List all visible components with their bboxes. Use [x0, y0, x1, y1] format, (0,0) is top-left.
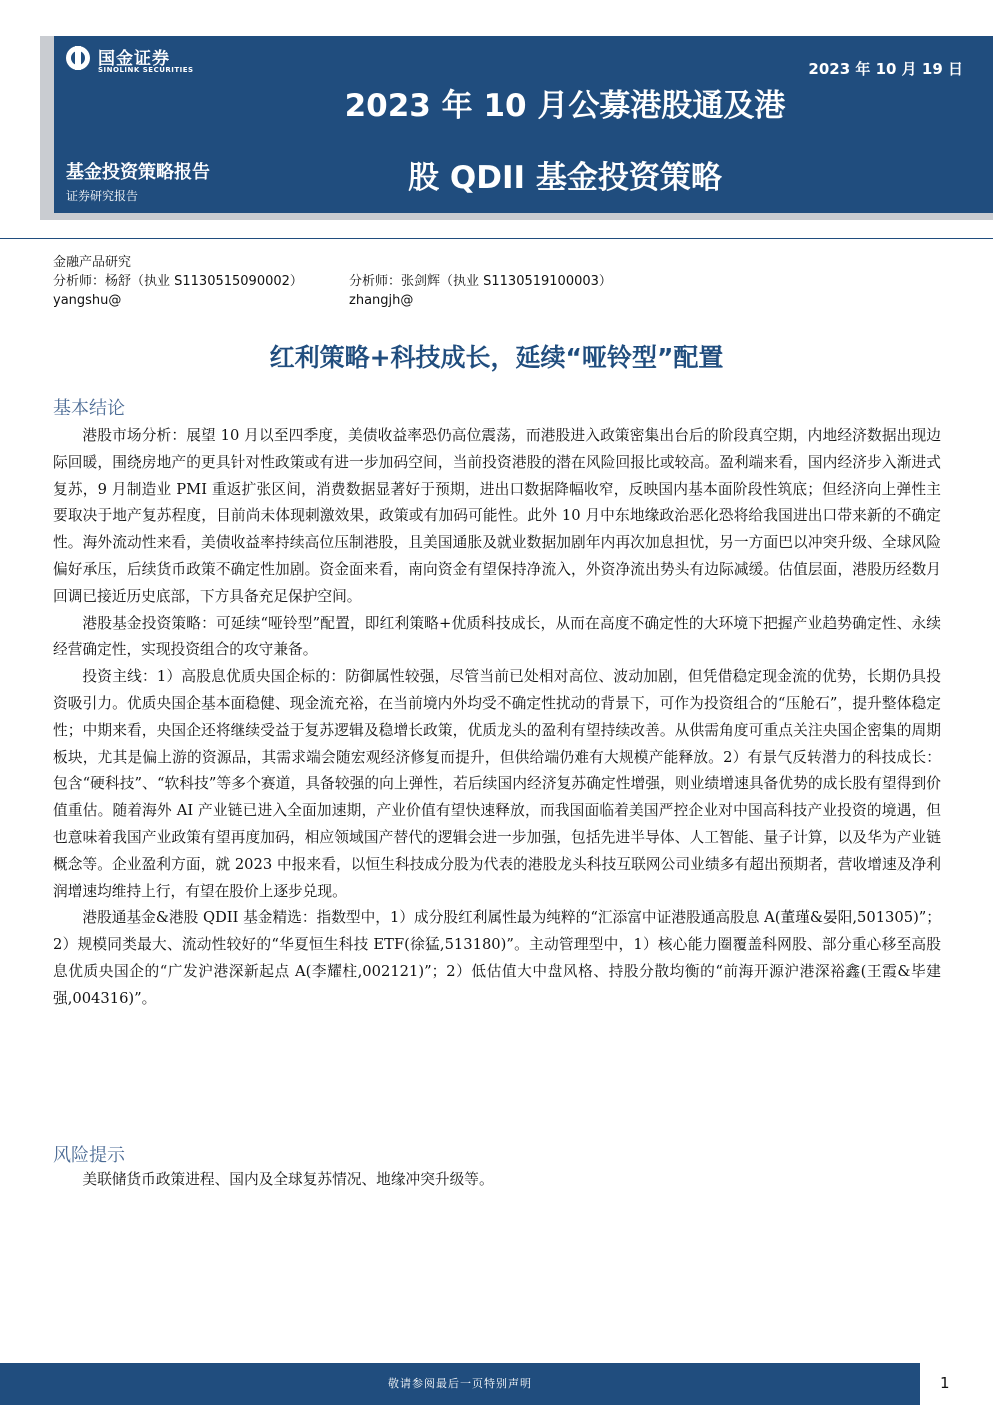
logo-english-name: SINOLINK SECURITIES [98, 66, 194, 74]
department-row [53, 253, 303, 272]
sinolink-logo [66, 44, 216, 76]
analyst-info [53, 253, 612, 310]
paragraph-fund-strategy: 港股基金投资策略：可延续“哑铃型”配置，即红利策略+优质科技成长，从而在高度不确定性的大环境下把握产业趋势确定性、永续经营确定性，实现投资组合的攻守兼备。 [53, 614, 941, 659]
page-number: 1 [940, 1374, 950, 1392]
report-date: 2023 年 10 月 19 日 [808, 60, 963, 78]
report-subtype: 证券研究报告 [66, 189, 139, 203]
report-title [260, 70, 870, 214]
analyst-1-email[interactable]: yangshu@ [53, 293, 122, 308]
paragraph-fund-picks: 港股通基金&港股 QDII 基金精选：指数型中，1）成分股红利属性最为纯粹的“汇添富中证港股通高股息 A(董瑾&晏阳,501305)”；2）规模同类最大、流动性较好的“华夏恒生科技 ETF(徐猛,513180)”。主动管理型中，1）核心能力圈覆盖科网股、部分重心移至高股息优质央国企的“广发沪港深新起点 A(李耀柱,002121)”；2）低估值大中盘风格、持股分散均衡的“前海开源沪港深裕鑫(王霞&毕建强,004316)”。 [53, 909, 941, 1007]
department-label: 金融产品研究 [53, 255, 132, 270]
risk-body [53, 1167, 941, 1194]
analyst-row [53, 272, 612, 291]
conclusion-body [53, 423, 941, 1013]
header-divider [0, 238, 993, 239]
paragraph-market-analysis: 港股市场分析：展望 10 月以至四季度，美债收益率恐仍高位震荡，而港股进入政策密集出台后的阶段真空期，内地经济数据出现边际回暖，围绕房地产的更具针对性政策或有进一步加码空间，当前投资港股的潜在风险回报比或较高。盈利端来看，国内经济步入渐进式复苏，9 月制造业 PMI 重返扩张区间，消费数据显著好于预期，进出口数据降幅收窄，反映国内基本面阶段性筑底；但经济向上弹性主要取决于地产复苏程度，目前尚未体现刺激效果，政策或有加码可能性。此外 10 月中东地缘政治恶化恐将给我国进出口带来新的不确定性。海外流动性来看，美债收益率持续高位压制港股，且美国通胀及就业数据加剧年内再次加息担忧，另一方面巴以冲突升级、全球风险偏好承压，后续货币政策不确定性加剧。资金面来看，南向资金有望保持净流入，外资净流出势头有边际减缓。估值层面，港股历经数月回调已接近历史底部，下方具备充足保护空间。 [53, 427, 941, 605]
section-title-conclusion: 基本结论 [53, 398, 125, 419]
analyst-2-email[interactable]: zhangjh@ [349, 293, 414, 308]
analyst-2: 分析师：张剑辉（执业 S1130519100003） [349, 274, 612, 289]
logo-mark-icon [66, 46, 90, 70]
footer-disclaimer[interactable]: 敬请参阅最后一页特别声明 [388, 1377, 532, 1390]
paragraph-investment-themes: 投资主线：1）高股息优质央国企标的：防御属性较强，尽管当前已处相对高位、波动加剧，但凭借稳定现金流的优势，长期仍具投资吸引力。优质央国企基本面稳健、现金流充裕，在当前境内外均受不确定性扰动的背景下，可作为投资组合的“压舱石”，提升整体稳定性；中期来看，央国企还将继续受益于复苏逻辑及稳增长政策，优质龙头的盈利有望持续改善。从供需角度可重点关注央国企密集的周期板块，尤其是偏上游的资源品，其需求端会随宏观经济修复而提升，但供给端仍难有大规模产能释放。2）有景气反转潜力的科技成长：包含“硬科技”、“软科技”等多个赛道，具备较强的向上弹性，若后续国内经济复苏确定性增强，则业绩增速具备优势的成长股有望得到价值重估。随着海外 AI 产业链已进入全面加速期，产业价值有望快速释放，而我国面临着美国严控企业对中国高科技产业投资的境遇，但也意味着我国产业政策有望再度加码，相应领域国产替代的逻辑会进一步加强，包括先进半导体、人工智能、量子计算，以及华为产业链概念等。企业盈利方面，就 2023 中报来看，以恒生科技成分股为代表的港股龙头科技互联网公司业绩多有超出预期者，营收增速及净利润增速均维持上行，有望在股价上逐步兑现。 [53, 668, 941, 900]
footer-bar [0, 1363, 920, 1405]
report-type: 基金投资策略报告 [66, 162, 210, 183]
logo-chinese-name: 国金证券 [98, 49, 170, 69]
report-title-line1: 2023 年 10 月公募港股通及港 [344, 88, 786, 124]
section-title-risk: 风险提示 [53, 1145, 125, 1166]
report-title-line2: 股 QDII 基金投资策略 [408, 160, 722, 196]
analyst-1: 分析师：杨舒（执业 S1130515090002） [53, 274, 303, 289]
report-headline: 红利策略+科技成长，延续“哑铃型”配置 [269, 343, 724, 372]
email-row [53, 291, 414, 310]
paragraph-risk: 美联储货币政策进程、国内及全球复苏情况、地缘冲突升级等。 [82, 1171, 494, 1188]
